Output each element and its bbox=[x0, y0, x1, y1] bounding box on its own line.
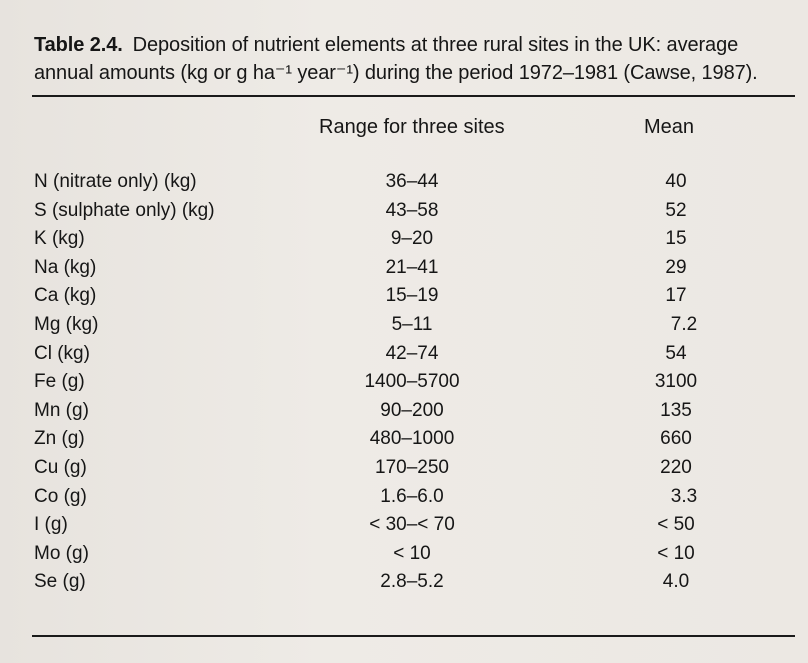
element-cell: Zn (g) bbox=[34, 428, 85, 450]
mean-cell: 3.3 bbox=[670, 485, 698, 507]
table-row bbox=[0, 511, 808, 540]
table-row bbox=[0, 282, 808, 311]
range-cell: 43–58 bbox=[385, 199, 439, 221]
mean-cell: < 10 bbox=[657, 542, 695, 564]
mean-cell: 660 bbox=[660, 428, 692, 450]
element-cell: Cl (kg) bbox=[34, 342, 90, 364]
table-row bbox=[0, 568, 808, 597]
table-row bbox=[0, 397, 808, 426]
mean-cell: 135 bbox=[660, 399, 692, 421]
range-cell: 2.8–5.2 bbox=[380, 571, 444, 593]
table-body bbox=[0, 168, 808, 597]
element-cell: Fe (g) bbox=[34, 371, 85, 393]
table-row bbox=[0, 368, 808, 397]
table-caption-text: Deposition of nutrient elements at three rural sites in the UK: average annual amounts (kg or g ha⁻¹ year⁻¹) during the period 1972–1981 (Cawse, 1987). bbox=[34, 34, 758, 84]
column-header-mean: Mean bbox=[644, 116, 695, 138]
mean-cell: 3100 bbox=[654, 371, 698, 393]
table-row bbox=[0, 311, 808, 340]
element-cell: Cu (g) bbox=[34, 456, 87, 478]
table-row bbox=[0, 454, 808, 483]
column-header-range: Range for three sites bbox=[319, 116, 505, 138]
element-cell: S (sulphate only) (kg) bbox=[34, 199, 215, 221]
range-cell: 1400–5700 bbox=[364, 371, 460, 393]
table-row bbox=[0, 254, 808, 283]
table-top-rule bbox=[32, 95, 795, 97]
table-caption bbox=[34, 31, 794, 87]
range-cell: 1.6–6.0 bbox=[380, 485, 444, 507]
table-row bbox=[0, 168, 808, 197]
range-cell: 36–44 bbox=[385, 171, 439, 192]
mean-cell: 4.0 bbox=[662, 571, 690, 593]
table-row bbox=[0, 197, 808, 226]
range-cell: 15–19 bbox=[385, 285, 439, 307]
table-label: Table 2.4. bbox=[34, 34, 123, 56]
range-cell: 21–41 bbox=[385, 256, 439, 278]
element-cell: K (kg) bbox=[34, 228, 85, 250]
table-bottom-rule bbox=[32, 635, 795, 637]
mean-cell: 40 bbox=[665, 171, 687, 192]
mean-cell: 52 bbox=[665, 199, 687, 221]
mean-cell: 17 bbox=[665, 285, 687, 307]
range-cell: 5–11 bbox=[391, 313, 433, 335]
bleed-through-text bbox=[0, 0, 808, 20]
element-cell: Co (g) bbox=[34, 485, 87, 507]
range-cell: 9–20 bbox=[390, 228, 434, 250]
mean-cell: 7.2 bbox=[670, 313, 698, 335]
mean-cell: < 50 bbox=[657, 514, 695, 536]
mean-cell: 15 bbox=[665, 228, 687, 250]
mean-cell: 220 bbox=[660, 456, 692, 478]
range-cell: < 30–< 70 bbox=[369, 514, 455, 536]
table-row bbox=[0, 425, 808, 454]
mean-cell: 54 bbox=[665, 342, 687, 364]
element-cell: Na (kg) bbox=[34, 256, 97, 278]
range-cell: 480–1000 bbox=[369, 428, 455, 450]
range-cell: 90–200 bbox=[380, 399, 444, 421]
element-cell: Mo (g) bbox=[34, 542, 89, 564]
table-row bbox=[0, 340, 808, 369]
table-row bbox=[0, 225, 808, 254]
element-cell: Mn (g) bbox=[34, 399, 89, 421]
element-cell: Mg (kg) bbox=[34, 313, 99, 335]
element-cell: N (nitrate only) (kg) bbox=[34, 171, 197, 192]
range-cell: < 10 bbox=[393, 542, 431, 564]
table-row bbox=[0, 483, 808, 512]
range-cell: 170–250 bbox=[375, 456, 449, 478]
table-row bbox=[0, 540, 808, 569]
mean-cell: 29 bbox=[665, 256, 687, 278]
element-cell: Se (g) bbox=[34, 571, 86, 593]
range-cell: 42–74 bbox=[385, 342, 439, 364]
element-cell: I (g) bbox=[34, 514, 68, 536]
element-cell: Ca (kg) bbox=[34, 285, 97, 307]
